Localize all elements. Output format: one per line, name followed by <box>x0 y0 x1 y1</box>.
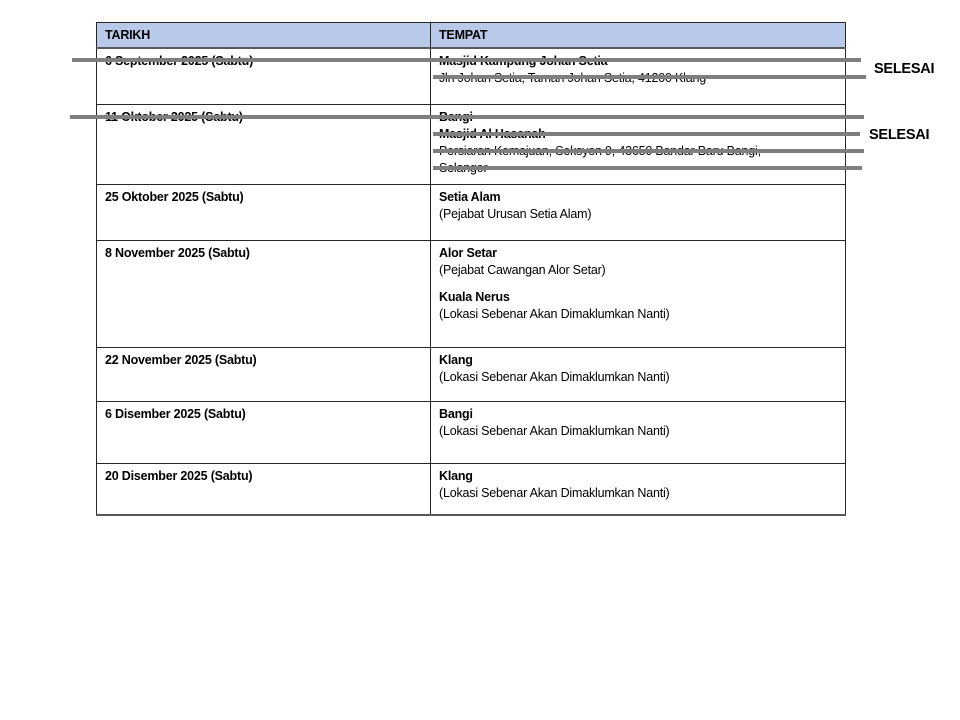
venue-line: Setia Alam <box>439 189 501 204</box>
column-header-tarikh: TARIKH <box>97 23 431 49</box>
date-cell <box>97 48 431 104</box>
table-row <box>97 463 846 515</box>
schedule-table <box>96 22 846 516</box>
venue-cell <box>431 347 846 401</box>
venue-line: (Lokasi Sebenar Akan Dimaklumkan Nanti) <box>439 369 670 384</box>
venue-line: Alor Setar <box>439 245 497 260</box>
strikethrough-line <box>433 75 866 79</box>
table-row <box>97 401 846 463</box>
venue-line-blank <box>439 279 837 289</box>
table-row <box>97 240 846 347</box>
table-header-row <box>97 23 846 49</box>
venue-cell <box>431 240 846 347</box>
strikethrough-line <box>433 132 860 136</box>
strikethrough-line <box>433 166 862 170</box>
date-cell: 6 Disember 2025 (Sabtu) <box>97 401 431 463</box>
strikethrough-line <box>72 58 861 62</box>
venue-line: (Lokasi Sebenar Akan Dimaklumkan Nanti) <box>439 485 670 500</box>
venue-cell <box>431 463 846 515</box>
venue-line: (Pejabat Cawangan Alor Setar) <box>439 262 606 277</box>
venue-line: Klang <box>439 352 473 367</box>
table-row <box>97 347 846 401</box>
date-cell: 22 November 2025 (Sabtu) <box>97 347 431 401</box>
venue-line: (Pejabat Urusan Setia Alam) <box>439 206 592 221</box>
venue-line: (Lokasi Sebenar Akan Dimaklumkan Nanti) <box>439 306 670 321</box>
date-cell: 20 Disember 2025 (Sabtu) <box>97 463 431 515</box>
table-row <box>97 184 846 240</box>
venue-line: Klang <box>439 468 473 483</box>
venue-line: Bangi <box>439 406 473 421</box>
venue-cell <box>431 184 846 240</box>
status-label-selesai: SELESAI <box>874 60 935 77</box>
venue-cell <box>431 401 846 463</box>
date-cell: 25 Oktober 2025 (Sabtu) <box>97 184 431 240</box>
strikethrough-line <box>70 115 864 119</box>
venue-line: Kuala Nerus <box>439 289 510 304</box>
venue-line: (Lokasi Sebenar Akan Dimaklumkan Nanti) <box>439 423 670 438</box>
status-label-selesai: SELESAI <box>869 126 930 143</box>
strikethrough-line <box>433 149 864 153</box>
date-cell: 8 November 2025 (Sabtu) <box>97 240 431 347</box>
column-header-tempat: TEMPAT <box>431 23 846 49</box>
